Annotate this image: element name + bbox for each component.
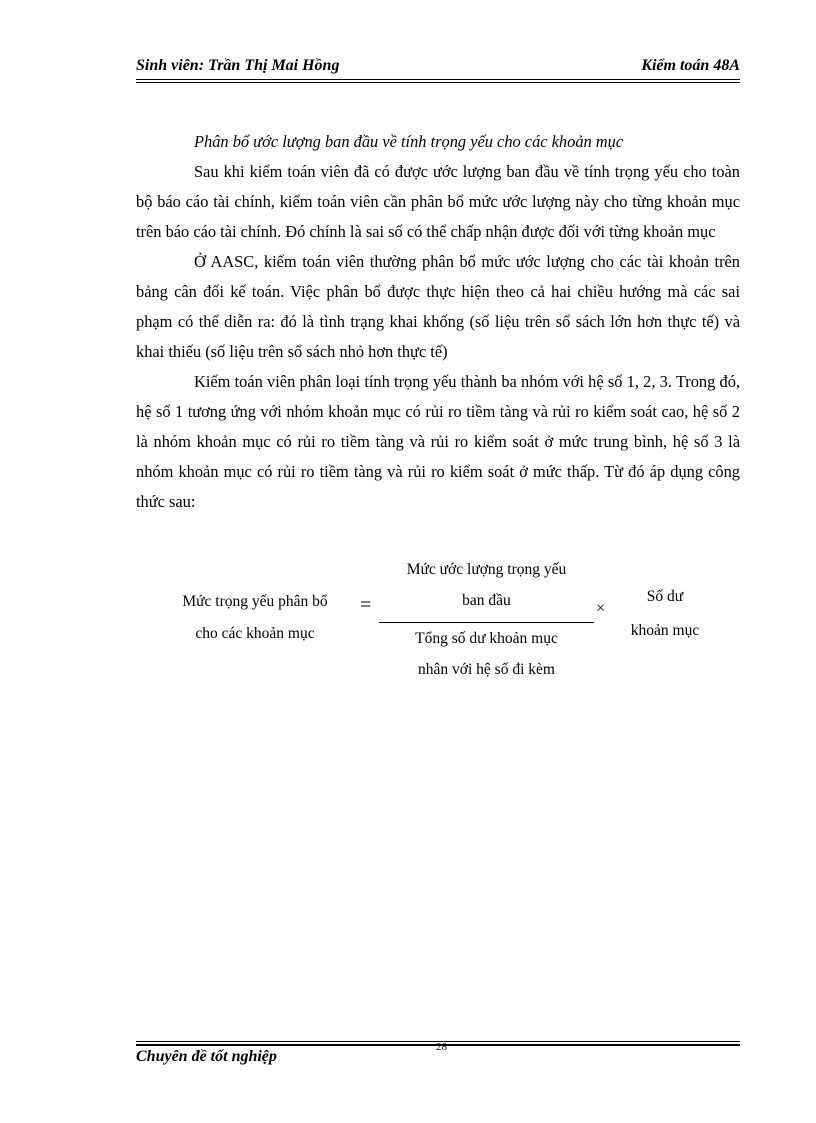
footer-title: Chuyên đề tốt nghiệp xyxy=(136,1048,277,1065)
page-number: 28 xyxy=(436,1041,447,1053)
formula-denominator-line2: nhân với hệ số đi kèm xyxy=(418,661,555,678)
header-rule-thick xyxy=(136,79,740,80)
formula-times-sign: × xyxy=(596,600,606,617)
paragraph-2: Ở AASC, kiểm toán viên thường phân bổ mức ước lượng cho các tài khoản trên bảng cân đối kế toán. Việc phân bổ được thực hiện theo cả hai chiều hướng mà các sai phạm có thể diễn ra: đó là tình trạng khai khống (số liệu trên sổ sách lớn hơn thực tế) và khai thiếu (số liệu trên sổ sách nhỏ hơn thực tế) xyxy=(136,252,740,361)
formula-right-line1: Số dư xyxy=(646,588,684,605)
formula-left-line1: Mức trọng yếu phân bổ xyxy=(182,593,328,610)
page-header xyxy=(136,57,740,81)
header-rule-thin xyxy=(136,82,740,83)
document-body xyxy=(136,127,740,517)
formula-right-term xyxy=(610,580,720,648)
formula-fraction xyxy=(379,554,594,685)
formula-right-line2: khoản mục xyxy=(630,622,700,639)
formula-equals-sign: = xyxy=(360,594,372,616)
header-class: Kiểm toán 48A xyxy=(641,57,740,74)
formula-denominator-line1: Tổng số dư khoản mục xyxy=(415,630,558,647)
formula-left-line2: cho các khoản mục xyxy=(195,625,315,642)
formula-numerator-line2: ban đầu xyxy=(462,592,511,609)
header-student-name: Sinh viên: Trần Thị Mai Hồng xyxy=(136,57,340,74)
paragraph-3: Kiểm toán viên phân loại tính trọng yếu thành ba nhóm với hệ số 1, 2, 3. Trong đó, hệ số 1 tương ứng với nhóm khoản mục có rủi ro tiềm tàng và rủi ro kiểm soát cao, hệ số 2 là nhóm khoản mục có rủi ro tiềm tàng và rủi ro kiểm soát ở mức trung bình, hệ số 3 là nhóm khoản mục có rủi ro tiềm tàng và rủi ro kiểm soát ở mức thấp. Từ đó áp dụng công thức sau: xyxy=(136,372,740,511)
page-footer xyxy=(136,1041,740,1072)
paragraph-1: Sau khi kiểm toán viên đã có được ước lượng ban đầu về tính trọng yếu cho toàn bộ báo cáo tài chính, kiểm toán viên cần phân bổ mức ước lượng này cho từng khoản mục trên báo cáo tài chính. Đó chính là sai số có thể chấp nhận được đối với từng khoản mục xyxy=(136,162,740,241)
formula-numerator-line1: Mức ước lượng trọng yếu xyxy=(406,561,567,578)
section-heading: Phân bổ ước lượng ban đầu về tính trọng yếu cho các khoản mục xyxy=(194,132,624,151)
allocation-formula xyxy=(136,554,740,684)
formula-left-term xyxy=(136,586,374,650)
